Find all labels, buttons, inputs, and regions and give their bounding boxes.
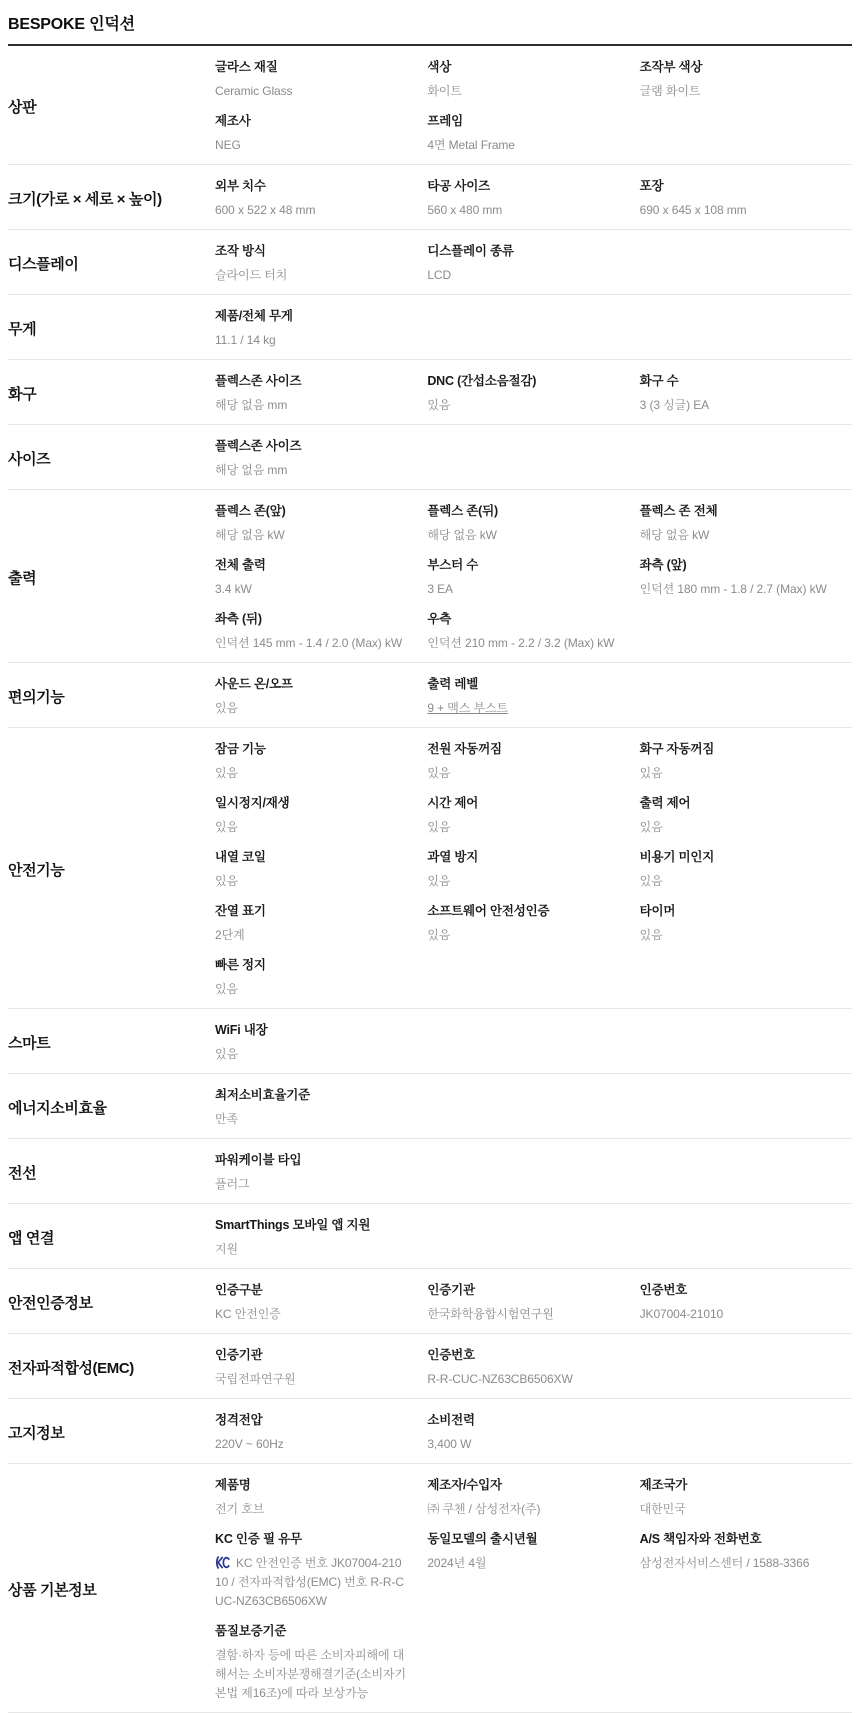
spec-item bbox=[640, 57, 852, 101]
spec-item bbox=[215, 57, 427, 101]
spec-item bbox=[215, 436, 427, 480]
spec-item-value: 인덕션 180 mm - 1.8 / 2.7 (Max) kW bbox=[639, 582, 827, 596]
spec-item-value: 해당 없음 kW bbox=[427, 528, 497, 542]
spec-item bbox=[640, 371, 852, 415]
spec-item-value: 있음 bbox=[639, 928, 663, 942]
spec-item-label: 플렉스 존 전체 bbox=[639, 504, 718, 518]
spec-item-grid bbox=[215, 57, 852, 155]
spec-item-label: SmartThings 모바일 앱 지원 bbox=[215, 1218, 371, 1232]
spec-item-label: 제조자/수입자 bbox=[427, 1478, 502, 1492]
spec-item-value: 220V ~ 60Hz bbox=[215, 1437, 284, 1451]
spec-item-value: 있음 bbox=[427, 398, 451, 412]
spec-item-value: Ceramic Glass bbox=[215, 84, 293, 98]
spec-item-label: WiFi 내장 bbox=[215, 1023, 268, 1037]
spec-item bbox=[215, 1410, 427, 1454]
spec-item-value: 글램 화이트 bbox=[639, 84, 701, 98]
spec-item-label: 인증번호 bbox=[639, 1283, 688, 1297]
category-label: 에너지소비효율 bbox=[8, 1099, 107, 1117]
spec-item-value: 국립전파연구원 bbox=[215, 1372, 296, 1386]
spec-item-value: 해당 없음 mm bbox=[215, 398, 288, 412]
spec-item-label: 인증기관 bbox=[427, 1283, 475, 1297]
spec-item bbox=[215, 1621, 427, 1703]
spec-row bbox=[8, 1204, 852, 1269]
spec-item-value: 해당 없음 mm bbox=[215, 463, 288, 477]
spec-item bbox=[215, 1150, 427, 1194]
spec-item-label: 전원 자동꺼짐 bbox=[427, 742, 502, 756]
spec-item-value: 있음 bbox=[639, 874, 663, 888]
spec-item-label: 사운드 온/오프 bbox=[215, 677, 293, 691]
spec-item-value: R-R-CUC-NZ63CB6506XW bbox=[427, 1372, 573, 1386]
spec-item-label: 외부 치수 bbox=[215, 179, 266, 193]
spec-table bbox=[8, 44, 852, 1713]
spec-item-value: 해당 없음 kW bbox=[639, 528, 710, 542]
spec-item-value: 있음 bbox=[215, 874, 238, 888]
spec-item-label: 글라스 재질 bbox=[215, 60, 278, 74]
spec-item bbox=[640, 1529, 852, 1573]
spec-item bbox=[215, 1215, 427, 1259]
spec-item-grid bbox=[215, 176, 852, 220]
spec-item-grid bbox=[215, 436, 852, 480]
spec-item bbox=[427, 1345, 639, 1389]
spec-item bbox=[215, 793, 427, 837]
spec-item bbox=[215, 241, 427, 285]
spec-item-value: 인덕션 145 mm - 1.4 / 2.0 (Max) kW bbox=[215, 636, 403, 650]
spec-item-label: 제품명 bbox=[215, 1478, 251, 1492]
category-label: 안전기능 bbox=[8, 861, 65, 879]
spec-item bbox=[427, 793, 639, 837]
spec-item-value: 있음 bbox=[427, 766, 451, 780]
category-label: 앱 연결 bbox=[8, 1229, 55, 1247]
spec-item-label: 과열 방지 bbox=[427, 850, 479, 864]
spec-item-grid bbox=[215, 1215, 852, 1259]
spec-row bbox=[8, 1009, 852, 1074]
spec-item bbox=[640, 1475, 852, 1519]
spec-row bbox=[8, 165, 852, 230]
spec-item-grid bbox=[215, 1150, 852, 1194]
spec-item-value: 있음 bbox=[639, 766, 663, 780]
spec-item bbox=[215, 847, 427, 891]
spec-item-label: 정격전압 bbox=[215, 1413, 263, 1427]
spec-item-label: 조작 방식 bbox=[215, 244, 266, 258]
spec-item bbox=[215, 1529, 427, 1611]
spec-item-label: 화구 수 bbox=[639, 374, 679, 388]
spec-item-value: 있음 bbox=[215, 1047, 238, 1061]
spec-item bbox=[427, 555, 639, 599]
spec-row bbox=[8, 663, 852, 728]
spec-item-value: 해당 없음 kW bbox=[215, 528, 285, 542]
spec-item-value: 슬라이드 터치 bbox=[215, 268, 288, 282]
spec-item-value: 있음 bbox=[427, 874, 451, 888]
spec-item-label: 좌측 (앞) bbox=[639, 558, 687, 572]
spec-item bbox=[215, 555, 427, 599]
spec-item bbox=[215, 901, 427, 945]
spec-item bbox=[215, 1020, 427, 1064]
spec-item bbox=[427, 1280, 639, 1324]
spec-item-grid bbox=[215, 1085, 852, 1129]
spec-item bbox=[640, 793, 852, 837]
spec-item-value: 한국화학융합시험연구원 bbox=[427, 1307, 554, 1321]
spec-item-value: JK07004-21010 bbox=[639, 1307, 724, 1321]
category-label: 사이즈 bbox=[8, 450, 51, 468]
category-label: 무게 bbox=[8, 320, 37, 338]
spec-item-value: 만족 bbox=[215, 1112, 238, 1126]
spec-item bbox=[640, 739, 852, 783]
spec-item-value: LCD bbox=[427, 268, 452, 282]
spec-item-label: 좌측 (뒤) bbox=[215, 612, 262, 626]
spec-item-value: 있음 bbox=[427, 928, 451, 942]
spec-item-label: 플렉스존 사이즈 bbox=[215, 439, 302, 453]
spec-row bbox=[8, 230, 852, 295]
spec-item-label: 전체 출력 bbox=[215, 558, 266, 572]
spec-item bbox=[427, 57, 639, 101]
spec-item-value: 있음 bbox=[215, 701, 238, 715]
category-label: 상판 bbox=[8, 98, 37, 116]
spec-item-value: 인덕션 210 mm - 2.2 / 3.2 (Max) kW bbox=[427, 636, 615, 650]
spec-item-value: 지원 bbox=[215, 1242, 238, 1256]
category-label: 디스플레이 bbox=[8, 255, 79, 273]
spec-item-value-term-link[interactable]: 9 + 맥스 부스트 bbox=[427, 701, 508, 715]
spec-item-value: 화이트 bbox=[427, 84, 462, 98]
category-label: 화구 bbox=[8, 385, 37, 403]
spec-item-grid bbox=[215, 371, 852, 415]
spec-item-label: 플렉스존 사이즈 bbox=[215, 374, 302, 388]
spec-item-value: 3 (3 싱글) EA bbox=[639, 398, 710, 412]
spec-item-label: 화구 자동꺼짐 bbox=[639, 742, 715, 756]
spec-item bbox=[215, 674, 427, 718]
spec-item bbox=[215, 609, 427, 653]
spec-item-label: 빠른 정지 bbox=[215, 958, 266, 972]
spec-item-label: DNC (간섭소음절감) bbox=[427, 374, 537, 388]
spec-item bbox=[215, 176, 427, 220]
spec-item bbox=[640, 501, 852, 545]
spec-item-grid bbox=[215, 1020, 852, 1064]
spec-item bbox=[215, 739, 427, 783]
spec-item bbox=[215, 1345, 427, 1389]
spec-item bbox=[427, 847, 639, 891]
spec-item bbox=[215, 501, 427, 545]
spec-item-grid bbox=[215, 1280, 852, 1324]
spec-item-label: 출력 제어 bbox=[639, 796, 691, 810]
spec-row bbox=[8, 360, 852, 425]
category-label: 전자파적합성(EMC) bbox=[8, 1359, 134, 1377]
spec-item-label: 플렉스 존(뒤) bbox=[427, 504, 498, 518]
spec-item-value: 있음 bbox=[215, 982, 238, 996]
spec-item-value bbox=[215, 1554, 407, 1611]
spec-item bbox=[640, 176, 852, 220]
spec-item-label: 플렉스 존(앞) bbox=[215, 504, 286, 518]
category-label: 안전인증정보 bbox=[8, 1294, 93, 1312]
spec-item-value: 690 x 645 x 108 mm bbox=[639, 203, 747, 217]
spec-item bbox=[215, 1085, 427, 1129]
spec-row bbox=[8, 1399, 852, 1464]
spec-item-value: 있음 bbox=[215, 820, 238, 834]
spec-item-value: 플러그 bbox=[215, 1177, 250, 1191]
spec-item-grid bbox=[215, 1410, 852, 1454]
spec-item bbox=[215, 955, 427, 999]
spec-row bbox=[8, 46, 852, 165]
spec-item-value: NEG bbox=[215, 138, 241, 152]
spec-item-label: 색상 bbox=[427, 60, 452, 74]
spec-item-value: 있음 bbox=[639, 820, 663, 834]
spec-item-value: 3.4 kW bbox=[215, 582, 252, 596]
spec-item-value: 있음 bbox=[427, 820, 451, 834]
category-label: 크기(가로 × 세로 × 높이) bbox=[8, 190, 162, 208]
spec-item bbox=[215, 306, 427, 350]
category-label: 전선 bbox=[8, 1164, 37, 1182]
spec-item-label: 일시정지/재생 bbox=[215, 796, 290, 810]
spec-item bbox=[215, 1280, 427, 1324]
spec-item-value: 3,400 W bbox=[427, 1437, 472, 1451]
category-label: 상품 기본정보 bbox=[8, 1581, 97, 1599]
spec-item-label: 시간 제어 bbox=[427, 796, 479, 810]
spec-item-grid bbox=[215, 306, 852, 350]
spec-item-label: 최저소비효율기준 bbox=[215, 1088, 311, 1102]
spec-item-value: 있음 bbox=[215, 766, 238, 780]
spec-item bbox=[427, 501, 639, 545]
spec-item-grid bbox=[215, 501, 852, 653]
spec-item-grid bbox=[215, 739, 852, 999]
spec-row bbox=[8, 1074, 852, 1139]
spec-item-grid bbox=[215, 674, 852, 718]
spec-row bbox=[8, 1464, 852, 1713]
spec-item bbox=[427, 371, 639, 415]
spec-item-label: 부스터 수 bbox=[427, 558, 479, 572]
spec-row bbox=[8, 1269, 852, 1334]
spec-item-label: 타이머 bbox=[639, 904, 676, 918]
spec-item bbox=[640, 847, 852, 891]
spec-item-value: 4면 Metal Frame bbox=[427, 138, 515, 152]
spec-item bbox=[215, 1475, 427, 1519]
category-label: 스마트 bbox=[8, 1034, 51, 1052]
spec-row bbox=[8, 1334, 852, 1399]
spec-item-value: KC 안전인증 bbox=[215, 1307, 281, 1321]
spec-item-label: 포장 bbox=[639, 179, 664, 193]
spec-item-label: A/S 책임자와 전화번호 bbox=[639, 1532, 762, 1546]
spec-item bbox=[427, 674, 639, 718]
spec-item-label: 인증번호 bbox=[427, 1348, 475, 1362]
spec-item-label: 소비전력 bbox=[427, 1413, 475, 1427]
spec-item-label: 파워케이블 타입 bbox=[215, 1153, 302, 1167]
spec-item bbox=[427, 609, 639, 653]
spec-item bbox=[215, 111, 427, 155]
spec-item-label: 인증기관 bbox=[215, 1348, 263, 1362]
spec-item-label: 디스플레이 종류 bbox=[427, 244, 514, 258]
spec-item-value: 전기 호브 bbox=[215, 1502, 265, 1516]
spec-item bbox=[427, 739, 639, 783]
spec-item bbox=[427, 1475, 639, 1519]
spec-item-label: 잠금 기능 bbox=[215, 742, 266, 756]
spec-item-value: 결함·하자 등에 따른 소비자피해에 대해서는 소비자분쟁해결기준(소비자기본법 제16조)에 따라 보상가능 bbox=[215, 1648, 407, 1700]
spec-item-label: 우측 bbox=[427, 612, 452, 626]
spec-row bbox=[8, 1139, 852, 1204]
spec-item-value: 11.1 / 14 kg bbox=[215, 333, 276, 347]
category-label: 고지정보 bbox=[8, 1424, 65, 1442]
spec-item-label: 출력 레벨 bbox=[427, 677, 479, 691]
spec-item-label: 제조국가 bbox=[639, 1478, 688, 1492]
spec-item-label: 제품/전체 무게 bbox=[215, 309, 293, 323]
spec-item-value: 3 EA bbox=[427, 582, 453, 596]
spec-item-value: 600 x 522 x 48 mm bbox=[215, 203, 316, 217]
spec-item-label: 동일모델의 출시년월 bbox=[427, 1532, 538, 1546]
spec-item-value: 2단계 bbox=[215, 928, 245, 942]
spec-item-value: 2024년 4월 bbox=[427, 1556, 487, 1570]
kc-certification-icon bbox=[215, 1556, 230, 1569]
spec-item bbox=[427, 176, 639, 220]
category-label: 출력 bbox=[8, 569, 37, 587]
spec-item-value: 대한민국 bbox=[639, 1502, 686, 1516]
spec-item-value-text: KC 안전인증 번호 JK07004-21010 / 전자파적합성(EMC) 번호 R-R-CUC-NZ63CB6506XW bbox=[215, 1556, 404, 1608]
spec-item-value: 560 x 480 mm bbox=[427, 203, 503, 217]
spec-item bbox=[640, 901, 852, 945]
category-label: 편의기능 bbox=[8, 688, 65, 706]
spec-item bbox=[215, 371, 427, 415]
spec-item-label: 인증구분 bbox=[215, 1283, 263, 1297]
spec-item-label: 프레임 bbox=[427, 114, 463, 128]
spec-item bbox=[427, 1410, 639, 1454]
spec-item-value: ㈜ 쿠첸 / 삼성전자(주) bbox=[427, 1502, 541, 1516]
spec-row bbox=[8, 295, 852, 360]
spec-item bbox=[427, 1529, 639, 1573]
spec-item bbox=[427, 901, 639, 945]
spec-item bbox=[427, 241, 639, 285]
spec-item-label: 소프트웨어 안전성인증 bbox=[427, 904, 550, 918]
spec-item bbox=[640, 555, 852, 599]
spec-item-value: 삼성전자서비스센터 / 1588-3366 bbox=[639, 1556, 810, 1570]
spec-item-label: 내열 코일 bbox=[215, 850, 266, 864]
page-title: BESPOKE 인덕션 bbox=[8, 16, 135, 33]
spec-item-label: 제조사 bbox=[215, 114, 251, 128]
spec-item-grid bbox=[215, 1475, 852, 1703]
spec-item-grid bbox=[215, 1345, 852, 1389]
spec-item-label: 조작부 색상 bbox=[639, 60, 703, 74]
spec-row bbox=[8, 425, 852, 490]
spec-item bbox=[640, 1280, 852, 1324]
spec-item-label: 품질보증기준 bbox=[215, 1624, 287, 1638]
spec-item-grid bbox=[215, 241, 852, 285]
spec-row bbox=[8, 490, 852, 663]
spec-item-label: 비용기 미인지 bbox=[639, 850, 715, 864]
spec-item-label: KC 인증 필 유무 bbox=[215, 1532, 302, 1546]
spec-item-label: 잔열 표기 bbox=[215, 904, 266, 918]
spec-row bbox=[8, 728, 852, 1009]
spec-item-label: 타공 사이즈 bbox=[427, 179, 490, 193]
spec-item bbox=[427, 111, 639, 155]
